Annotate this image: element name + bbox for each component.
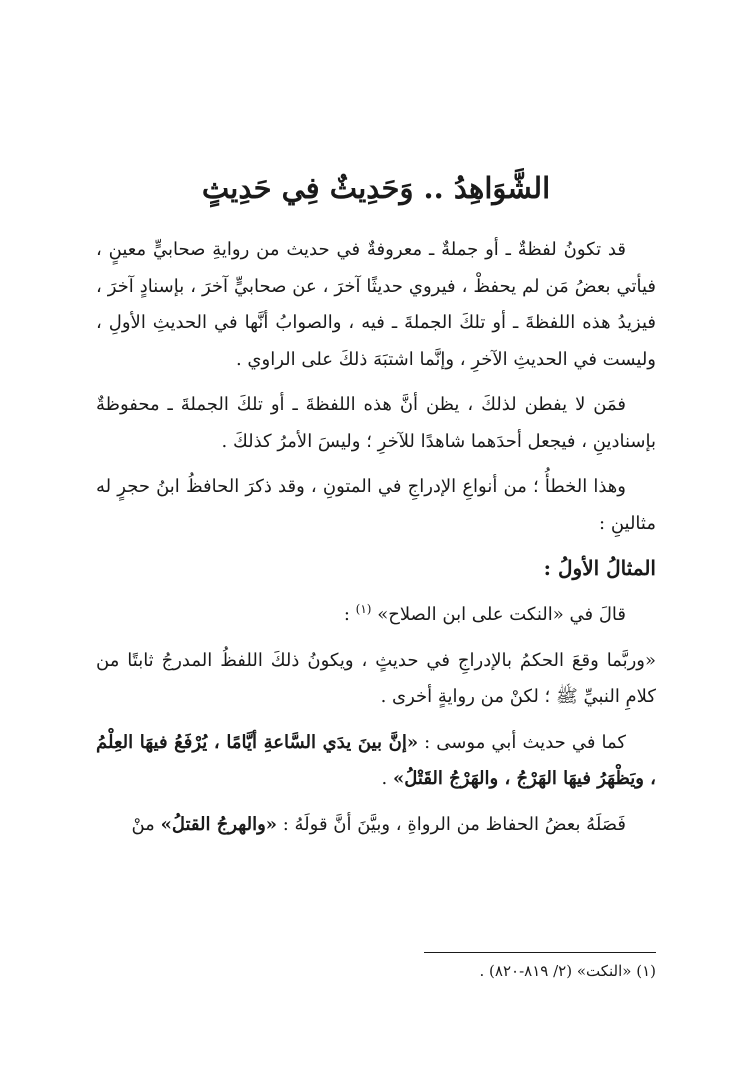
paragraph-7 <box>96 807 656 844</box>
paragraph-6-text: كما في حديث أبي موسى : <box>418 731 626 753</box>
paragraph-7-text: فَصَلَهُ بعضُ الحفاظ من الرواةِ ، وبيَّنَ أنَّ قولَهُ : <box>277 813 626 835</box>
quoted-phrase: «والهرجُ القتلُ» <box>160 813 278 835</box>
paragraph-6 <box>96 725 656 798</box>
page-title: الشَّوَاهِدُ .. وَحَدِيثٌ فِي حَدِيثٍ <box>201 171 551 205</box>
footnote-reference: (١) <box>355 602 372 616</box>
section-heading: المثالُ الأولُ : <box>543 556 656 580</box>
footnote-divider <box>424 952 656 953</box>
paragraph-1: قد تكونُ لفظةٌ ـ أو جملةٌ ـ معروفةٌ في حديث من روايةِ صحابيٍّ معينٍ ، فيأتي بعضُ مَن لم يحفظْ ، فيروي حديثًا آخرَ ، عن صحابيٍّ آخرَ ، بإسنادٍ آخرَ ، فيزيدُ هذه اللفظةَ ـ أو تلكَ الجملةَ ـ فيه ، والصوابُ أنَّها في الحديثِ الأولِ ، وليست في الحديثِ الآخرِ ، وإنَّما اشتبَهَ ذلكَ على الراوي . <box>96 239 656 370</box>
paragraph-2: فمَن لا يفطن لذلكَ ، يظن أنَّ هذه اللفظةَ ـ أو تلكَ الجملةَ ـ محفوظةٌ بإسنادينِ ، فيجعل أحدَهما شاهدًا للآخرِ ؛ وليسَ الأمرُ كذلكَ . <box>96 394 656 452</box>
paragraph-4 <box>96 591 656 634</box>
footnote: (١) «النكت» (٢/ ٨١٩-٨٢٠) . <box>479 962 656 980</box>
paragraph-6-end: . <box>381 768 393 789</box>
hadith-quote: «إنَّ بينَ يدَي السَّاعةِ أيَّامًا ، يُرْفَعُ فيهَا العِلْمُ ، ويَظْهَرُ فيهَا الهَرْجُ ، والهَرْجُ القَتْلُ» <box>96 731 656 789</box>
paragraph-7-end: منْ <box>131 813 161 835</box>
paragraph-5: «وربَّما وقعَ الحكمُ بالإدراجِ في حديثٍ ، ويكونُ ذلكَ اللفظُ المدرجُ ثابتًا من كلامِ النبيِّ ﷺ ؛ لكنْ من روايةٍ أخرى . <box>96 649 656 707</box>
body-text <box>96 232 656 852</box>
paragraph-4-end: : <box>343 604 356 625</box>
paragraph-4-text: قالَ في «النكت على ابن الصلاح» <box>377 604 626 625</box>
paragraph-3: وهذا الخطأُ ؛ من أنواعِ الإدراجِ في المتونِ ، وقد ذكرَ الحافظُ ابنُ حجرٍ له مثالينِ : <box>96 476 656 534</box>
